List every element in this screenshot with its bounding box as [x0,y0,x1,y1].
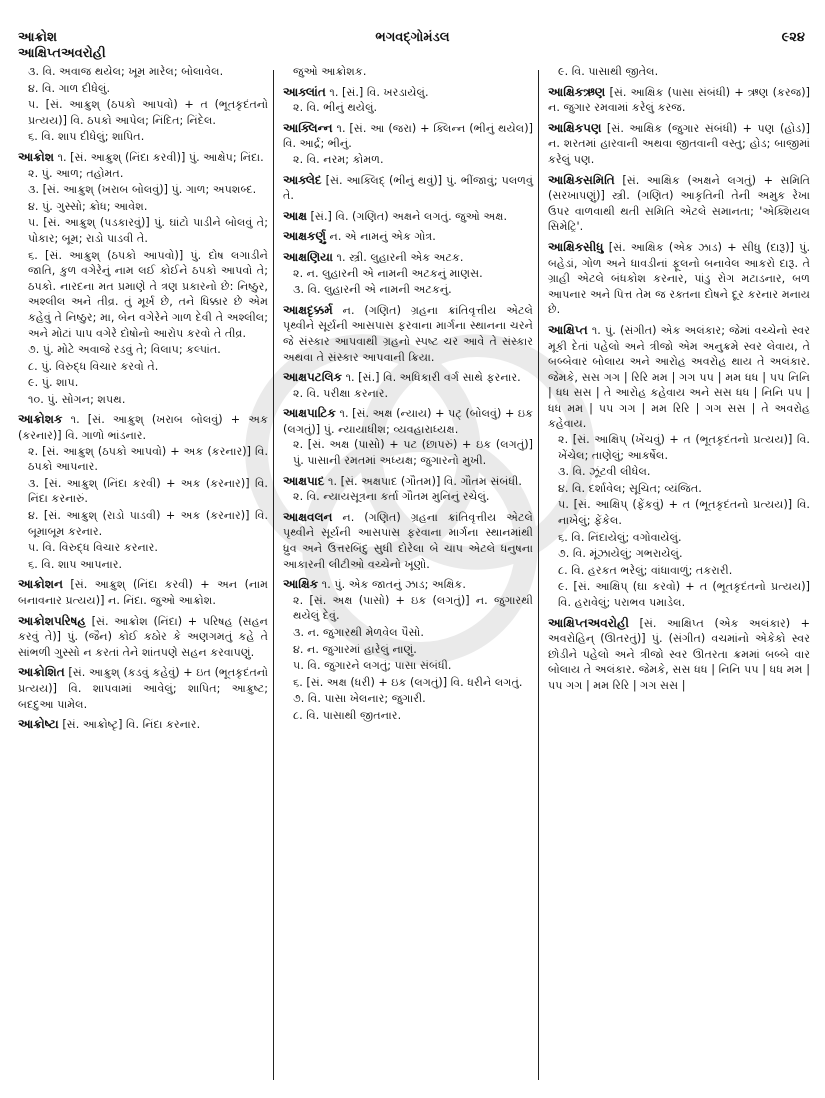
headword: આક્રોશપરિષહ [18,613,86,628]
column-2 [283,64,533,729]
sense-item: ૨. પું. આળ; તહોમત. [28,166,124,180]
sense-item: ૧૦. પું. સોગન; શપથ. [28,392,126,406]
sense-item: ૨. વિ. ભીનું થયેલું. [293,101,378,115]
sense-item: ૨. [સં. અક્ષ (પાસો) + પટ (છાપરું) + ઇક (લગતું)] પું. પાસાની રમતમાં અધ્યક્ષ; જુગારનો મુખી. [293,438,533,468]
entry-main [548,240,810,318]
entry-main [18,717,268,733]
entry-main [283,577,533,593]
definition-text: ૧. [સં. આક્રુશ્ (નિંદા કરવી)] પું. આક્ષેપ; નિંદા. [57,150,264,164]
entry-main [548,323,810,432]
sense-item: ૫. [સં. આક્ષિપ્ (ફેંકવું) + ત (ભૂતકૃદંતનો પ્રત્યય)] વિ. નાખેલું; ફેંકેલ. [558,498,810,528]
headword: આક્ષિપ્ત [548,322,588,337]
sense-item: ૪. ન. જુગારમાં હારેલું નાણું. [293,642,417,656]
entry-main [18,577,268,608]
definition-text: ન. (ગણિત) ગ્રહના ક્રાંતિવૃત્તીય એટલે પૃથ્વીને સૂર્યની આસપાસ ફરવાના માર્ગના સ્થાનના ચરને જે સંસ્કાર આપવાથી ગ્રહનો સ્પષ્ટ ચર આવે તે સંસ્કાર અથવા તે સંસ્કાર આપવાની ક્રિયા. [283,303,533,364]
sense-item: ૨. [સં. અક્ષ (પાસો) + ઇક (લગતું)] ન. જુગારથી થયેલું દેવું. [293,593,533,623]
sense-item: જુઓ આક્રોશક. [293,65,367,78]
definition-text: ન. એ નામનું એક ગોત્ર. [329,230,436,244]
dictionary-entry [283,229,533,245]
sense-item: ૫. [સં. આક્રુશ્ (ઠપકો આપવો) + ત (ભૂતકૃદંતનો પ્રત્યય)] વિ. ઠપકો આપેલ; નિંદિત; નિંદેલ. [28,98,268,127]
column-1 [18,64,268,738]
headword: આક્રોશન [18,577,63,592]
dictionary-entry [18,150,268,408]
dictionary-entry [548,173,810,235]
dictionary-entry [283,121,533,168]
definition-text: ૧. [સં. અક્ષપાદ (ગૌતમ)] વિ. ગૌતમ સંબંધી. [327,474,522,488]
headword: આક્ષદૃક્કર્મ [283,302,333,317]
entry-main [283,121,533,152]
sense-item: ૫. વિ. જુગારને લગતું; પાસા સંબંધી. [293,659,452,673]
headword: આક્રોશિત [18,665,65,680]
dictionary-entry [283,510,533,572]
dictionary-entry [18,614,268,661]
guide-word-first: આક્રોશ [18,30,57,45]
dictionary-entry [283,370,533,401]
sense-item: ૨. [સં. આક્ષિપ્ (ખેંચવું) + ત (ભૂતકૃદંતનો પ્રત્યય)] વિ. ખેંચેલ; તાણેલું; આકર્ષેલ. [558,433,810,462]
sense-item: ૨. [સં. આક્રુશ્ (ઠપકો આપવો) + અક (કરનાર)] વિ. ઠપકો આપનાર. [28,444,268,474]
entry-main [283,370,533,386]
sense-item: ૫. [સં. આક્રુશ્ (પડકારવું)] પું. ઘાંટો પાડીને બોલવું તે; પોકાર; બૂમ; રાડો પાડવી તે. [28,216,268,245]
dictionary-entry [283,406,533,468]
sense-item: ૫. વિ. વિરુદ્ધ વિચાર કરનાર. [28,541,158,555]
sense-item: ૪. વિ. દર્શાવેલ; સૂચિત; વ્યંજિત. [558,481,702,495]
definition-text: [સં. આક્લિદ્ (ભીનું થવું)] પું. ભીંજાવું; પલળવું તે. [283,173,534,203]
dictionary-entry [18,577,268,608]
sense-item: ૨. વિ. ન્યાયસૂત્રના કર્તા ગૌતમ મુનિનું રચેલું. [293,490,490,504]
entry-main [548,85,810,116]
dictionary-entry [18,64,268,145]
dictionary-entry [283,64,533,80]
dictionary-entry [548,240,810,318]
dictionary-entry [548,323,810,611]
sense-item: ૩. વિ. લુહારની એ નામની અટકનું. [293,283,452,297]
entry-main [283,173,533,204]
entry-main [283,209,533,225]
headword: આક્ષપાદ [283,473,325,488]
page-title: ભગવદ્ગોમંડલ [375,30,450,45]
dictionary-entry [18,412,268,572]
headword: આક્ષિકઋણ [548,84,606,99]
page-header [0,0,825,60]
headword: આક્ષપટલિક [283,370,343,385]
entry-main [18,150,268,166]
sense-item: ૭. પું. મોટે અવાજે રડવું તે; વિલાપ; કલ્પાંત. [28,343,221,357]
definition-text: [સં. આક્ષિક (પાસા સંબંધી) + ઋણ (કરજ)] ન. જુગાર રમવામાં કરેલું કરજ. [548,85,810,115]
sense-item: ૪. [સં. આક્રુશ્ (રાડો પાડવી) + અક (કરનાર)] વિ. બૂમાબૂમ કરનાર. [28,509,268,538]
entry-main [548,616,810,694]
headword: આક્રોશ [18,149,54,164]
headword: આક્રોશક [18,412,63,427]
definition-text: [સં. આક્ષિક (અક્ષને લગતું) + સમિતિ (સરખાપણું)] સ્ત્રી. (ગણિત) આકૃતિની તેની અમુક રેખા ઉપર વાળવાથી થતી સમિતિ એટલે સમાનતા; 'એક્શિયલ સિમેટ્રિ'. [548,173,810,234]
column-divider [273,70,274,1080]
dictionary-entry [548,85,810,116]
sense-item: ૩. [સં. આક્રુશ્ (નિંદા કરવી) + અક (કરનાર)] વિ. નિંદા કરનારું. [28,476,268,506]
headword: આક્ષકર્ણુ [283,229,326,244]
column-divider [538,70,539,1080]
sense-item: ૭. વિ. પાસા ખેલનાર; જુગારી. [293,692,426,706]
dictionary-entry [283,85,533,116]
headword: આક્ષિકસમિતિ [548,172,615,187]
entry-main [283,474,533,490]
headword: આક્ષપાટિક [283,406,336,421]
entry-main [18,665,268,712]
definition-text: ૧. [સં.] વિ. ખરડાયેલું. [329,85,429,99]
definition-text: [સં. આક્ષિક (જુગાર સંબંધી) + પણ (હોડ)] ન. શરતમાં હારવાની અથવા જીતવાની વસ્તુ; હોડ; બાજીમાં કરેલું પણ. [548,121,810,166]
dictionary-entry [283,474,533,505]
definition-text: ૧. [સં.] વિ. અધિકારી વર્ગ સાથે ફરનાર. [345,371,521,385]
definition-text: [સં. આક્ષિપ્ત (એક અલંકાર) + અવરોહિન્ (ઊતરતું)] પું. (સંગીત) વચમાંનો એકેકો સ્વર છોડીને પહેલો અને ત્રીજો સ્વર ઊતરતા ક્રમમાં બબ્બે વાર બોલાય તે અલંકાર. જેમકે, સસ ધધ | નિનિ પપ | ધધ મમ | પપ ગગ | મમ રિરિ | ગગ સસ | [548,616,810,692]
sense-item: ૯. પું. શાપ. [28,376,79,390]
sense-item: ૯. વિ. પાસાથી જીતેલ. [558,65,659,78]
entry-main [548,173,810,235]
dictionary-entry [283,577,533,723]
sense-item: ૩. વિ. અવાજ થયેલ; ખૂમ મારેલ; બોલાવેલ. [28,65,224,78]
headword: આક્ષિપ્તઅવરોહી [548,615,629,630]
entry-main [283,510,533,572]
sense-item: ૬. [સં. આક્રુશ્ (ઠપકો આપવો)] પું. દોષ લગાડીને જાતિ, કુળ વગેરેનું નામ લઈ કોઈને ઠપકો આપવો તે; ઠપકો. નારદના મત પ્રમાણે તે ત્રણ પ્રકારનો છે: નિષ્ઠુર, અશ્લીલ અને તીવ્ર. તું મૂર્ખ છે, તને ધિક્કાર છે એમ કહેવું તે નિષ્ઠુર; મા, બેન વગેરેને ગાળ દેવી તે અશ્લીલ; અને મોટાં પાપ વગેરે દોષોનો આરોપ કરવો તે તીવ્ર. [28,248,268,340]
definition-text: [સં. આક્રુશ્ (કડવું કહેવું) + ઇત (ભૂતકૃદંતનો પ્રત્યય)] વિ. શાપવામાં આવેલું; શાપિત; આક્રુષ્ટ; બદદુઆ પામેલ. [18,666,269,711]
headword: આક્ષિકસીધુ [548,239,604,254]
sense-item: ૮. વિ. હરકત ભરેલું; વાંધાવાળું; તકરારી. [558,563,733,577]
dictionary-entry [283,250,533,298]
entry-main [283,406,533,437]
sense-item: ૩. ન. જુગારથી મેળવેલ પૈસો. [293,626,424,639]
guide-word-last: આક્ષિપ્તઅવરોહી [18,46,106,61]
headword: આક્ષિકપણ [548,120,602,135]
headword: આક્ષવલન [283,509,333,524]
headword: આક્ષ [283,208,307,223]
headword: આક્રોષ્ટા [18,717,59,732]
headword: આક્લેદ [283,172,322,187]
definition-text: [સં. આક્રુશ્ (નિંદા કરવી) + અન (નામ બનાવનાર પ્રત્યય)] ન. નિંદા. જુઓ આક્રોશ. [18,578,268,607]
entry-main [18,614,268,661]
sense-item: ૨. ન. લુહારની એ નામની અટકનું માણસ. [293,266,483,280]
definition-text: [સં.] વિ. (ગણિત) અક્ષને લગતું. જુઓ અક્ષ. [310,209,508,223]
sense-item: ૮. વિ. પાસાથી જીતનાર. [293,708,402,722]
dictionary-entry [548,64,810,80]
definition-text: ૧. [સં. આ (જરા) + ક્લિન્ન (ભીનું થયેલ)] વિ. આર્દ્ર; ભીનું. [283,121,533,151]
entry-main [283,85,533,101]
sense-item: ૬. વિ. નિંદાયેલું; વગોવાયેલું. [558,530,682,544]
entry-main [283,303,533,365]
definition-text: [સં. આક્રોષ્ટૃ] વિ. નિંદા કરનાર. [62,718,201,732]
column-3 [548,64,810,699]
sense-item: ૨. વિ. પરીક્ષા કરનાર. [293,386,389,400]
definition-text: ૧. પું. (સંગીત) એક અલંકાર; જેમાં વચ્ચેનો સ્વર મૂકી દેતાં પહેલો અને ત્રીજો એમ અનુક્રમે સ્વર લેવાય, તે બબ્બેવાર બોલાય અને આરોહ અવરોહ થાય તે અલંકાર. જેમકે, સસ ગગ | રિરિ મમ | ગગ પપ | મમ ધધ | પપ નિનિ | ધધ સસ | તે આરોહ કહેવાય અને સસ ધધ | નિનિ પપ | ધધ મમ | પપ ગગ | મમ રિરિ | ગગ સસ | તે અવરોહ કહેવાય. [548,323,810,431]
dictionary-entry [548,616,810,694]
sense-item: ૨. વિ. નરમ; કોમળ. [293,152,384,166]
headword: આક્ષિક [283,577,319,592]
definition-text: ૧. [સં. અક્ષ (ન્યાય) + પટ્ (બોલવું) + ઇક (લગતું)] પું. ન્યાયાધીશ; વ્યવહારાધ્યક્ષ. [283,407,533,436]
sense-item: ૬. [સં. અક્ષ (ધરી) + ઇક (લગતું)] વિ. ધરીને લગતું. [293,675,523,689]
sense-item: ૩. વિ. ઝૂંટવી લીધેલ. [558,465,651,479]
headword: આક્લાંત [283,84,326,99]
sense-item: ૮. પું. વિરુદ્ધ વિચાર કરવો તે. [28,359,159,373]
dictionary-entry [548,121,810,168]
dictionary-entry [283,303,533,365]
sense-item: ૬. વિ. શાપ આપનાર. [28,557,123,571]
entry-main [548,121,810,168]
sense-item: ૯. [સં. આક્ષિપ્ (ઘા કરવો) + ત (ભૂતકૃદંતનો પ્રત્યય)] વિ. હરાવેલું; પરાભવ પમાડેલ. [558,580,810,609]
definition-text: ન. (ગણિત) ગ્રહના ક્રાંતિવૃત્તીય એટલે પૃથ્વીને સૂર્યની આસપાસ ફરવાના માર્ગના સ્થાનમાંથી ધ્રુવ અને ઉત્તરબિંદુ સુધી દોરેલા બે ચાપ એટલે ધનુષના આકારની લીટીઓ વચ્ચેનો ખૂણો. [283,510,533,571]
dictionary-entry [283,209,533,225]
definition-text: [સં. આક્ષિક (એક ઝાડ) + સીધુ (દારૂ)] પું. બહેડાં, ગોળ અને ધાવડીનાં ફૂલનો બનાવેલ આકરો દારૂ. તે ગ્રાહી એટલે બંધકોશ કરનાર, પાંડુ રોગ મટાડનાર, બળ આપનાર અને પિત્ત તેમ જ રક્તના દોષને દૂર કરનાર મનાય છે. [548,240,810,317]
sense-item: ૬. વિ. શાપ દીધેલું; શાપિત. [28,130,145,144]
headword: આક્ષણિયા [283,249,333,264]
sense-item: ૩. [સં. આક્રુશ્ (ખરાબ બોલવું)] પું. ગાળ; અપશબ્દ. [28,183,257,197]
definition-text: ૧. [સં. આક્રુશ્ (ખરાબ બોલવું) + અક (કરનાર)] વિ. ગાળો ભાંડનાર. [18,413,268,443]
dictionary-entry [18,717,268,733]
sense-item: ૭. વિ. મૂંઝાયેલું; ગભરાયેલું. [558,547,683,561]
definition-text: ૧. પું. એક જાતનું ઝાડ; અક્ષિક. [321,578,466,592]
entry-main [283,250,533,266]
dictionary-entry [18,665,268,712]
sense-item: ૪. વિ. ગાળ દીધેલું. [28,81,111,95]
entry-main [18,412,268,443]
sense-item: ૪. પું. ગુસ્સો; ક્રોધ; આવેશ. [28,199,148,213]
page-number: ૯૨૪ [781,30,805,45]
definition-text: ૧. સ્ત્રી. લુહારની એક અટક. [336,250,464,264]
dictionary-entry [283,173,533,204]
headword: આક્લિન્ન [283,120,333,135]
entry-main [283,229,533,245]
definition-text: [સં. આક્રોશ (નિંદા) + પરિષહ (સહન કરવું તે)] પું. (જૈન) કોઈ કઠોર કે અણગમતું કહે તે સાંભળી ગુસ્સો ન કરતાં તેને શાંતપણે સહન કરવાપણું. [18,614,268,659]
